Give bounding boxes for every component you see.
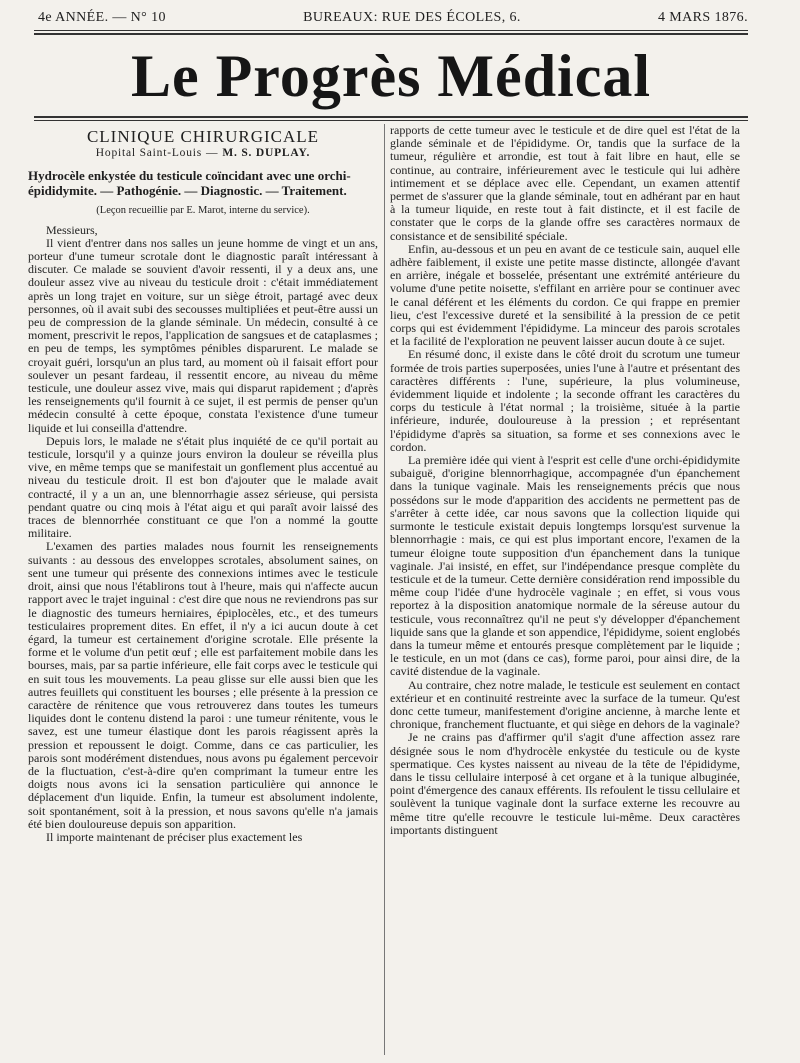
masthead-rule (34, 116, 748, 118)
paragraph: Depuis lors, le malade ne s'était plus inquiété de ce qu'il portait au testicule, lorsqu'il y a quinze jours environ la douleur se réveilla plus vive, en même temps que se manifestait un gonflement plus accentué au niveau du testicule droit. Il est bon d'ajouter que le malade avait contracté, il y a un an, une blennorrhagie assez sérieuse, qui persista pendant quatre ou cinq mois à l'état aigu et qui paraît avoir laissé des traces de blennorrhée constituant ce que l'on a nommé la goutte militaire. (28, 433, 378, 541)
hospital-line: Hopital Saint-Louis — M. S. DUPLAY. (95, 147, 311, 160)
paragraph: L'examen des parties malades nous fournit les renseignements suivants : au dessous des enveloppes scrotales, absolument saines, on sent une tumeur qui présente des connexions intimes avec le testicule droit, ainsi que nous l'établirons tout à l'heure, mais qui n'affecte aucun rapport avec le trajet inguinal : c'est dire que nous ne reviendrons pas sur le diagnostic des tumeurs herniaires, épiplocèles, etc., et des tumeurs testiculaires proprement dites. En effet, il n'y a ici aucun doute à cet égard, la tumeur est certainement d'origine scrotale. Elle présente la forme et le volume d'un petit œuf ; elle est parfaitement mobile dans les bourses, mais, par sa partie inférieure, elle fait corps avec le testicule qui en suit tous les mouvements. La peau glisse sur elle aussi bien que les autres feuillets qui constituent les bourses ; elle présente à la pression ce caractère de rénitence que vous retrouverez dans toutes les tumeurs liquides dont le contenu distend la paroi : une tumeur rénitente, vous le savez, est une tumeur élastique dont les parois réagissent après la pression et repoussent le doigt. Comme, dans ce cas particulier, les parois sont modérément distendues, nous avons pu également percevoir de la fluctuation, c'est-à-dire qu'en comprimant la tumeur entre les doigts nous avons ici la sensation particulière qui annonce le déplacement d'un liquide. Enfin, la tumeur est absolument indolente, soit spontanément, soit à la pression, et nous savons qu'elle n'a jamais été bien douloureuse depuis son apparition. (28, 539, 378, 831)
lesson-note: (Leçon recueillie par E. Marot, interne du service). (96, 205, 310, 217)
section-title: CLINIQUE CHIRURGICALE (86, 127, 320, 146)
column-divider (384, 124, 385, 1055)
paragraph: Il importe maintenant de préciser plus exactement les (46, 829, 303, 844)
salutation: Messieurs, (46, 222, 98, 237)
lesson-title: Hydrocèle enkystée du testicule coïncidant avec une orchi-épididymite. — Pathogénie. — Diagnostic. — Traitement. (28, 168, 351, 199)
paragraph: En résumé donc, il existe dans le côté droit du scrotum une tumeur formée de trois parties superposées, unies l'une à l'autre et présentant des caractères différents : l'une, supérieure, la plus volumineuse, évidemment liquide et indolente ; la seconde offrant les caractères du corps du testicule à l'état normal ; la troisième, située à la partie inférieure, indurée, douloureuse à la pression ; et représentant l'épididyme d'après sa situation, sa forme et ses connexions avec le cordon. (390, 347, 740, 454)
paragraph: Je ne crains pas d'affirmer qu'il s'agit d'une affection assez rare désignée sous le nom d'hydrocèle enkystée du testicule ou de kyste spermatique. Ces kystes naissent au niveau de la tête de l'épididyme, dans le tissu cellulaire interposé à cet organe et à la tunique albuginée, point d'émergence des canaux efférents. Ils refoulent le tissu cellulaire et soulèvent la tunique vaginale dont la surface externe les recouvre au même titre qu'elle recouvre le testicule lui-même. Deux caractères importants distinguent (390, 730, 740, 837)
masthead-rule-thin (34, 120, 748, 121)
newspaper-title: Le Progrès Médical (130, 43, 652, 109)
paragraph: Il vient d'entrer dans nos salles un jeune homme de vingt et un ans, porteur d'une tumeur scrotale dont le diagnostic paraît intéressant à discuter. Ce malade se souvient d'avoir ressenti, il y a deux ans, une douleur assez vive au niveau du testicule droit : c'était immédiatement après un long trajet en voiture, sur un siège étroit, partagé avec deux personnes, où il avait subi des secousses multipliées et peut-être aussi un peu de compression de la glande séminale. Un médecin, consulté à ce moment, prescrivit le repos, l'application de sangsues et de cataplasmes ; en peu de temps, les symptômes pénibles disparurent. Le malade se croyait guéri, lorsqu'un an plus tard, au moment où il faisait effort pour soulever un pesant fardeau, il ressentit encore, au niveau du même testicule, une douleur assez vive, mais qui disparut rapidement ; d'après les renseignements qu'il fournit à ce sujet, il est permis de penser qu'un médecin consulté à cette époque, constata l'existence d'une tumeur liquide et lui conseilla d'attendre. (28, 235, 378, 435)
paragraph: Au contraire, chez notre malade, le testicule est seulement en contact extérieur et en continuité restreinte avec la surface de la tumeur. Qu'est donc cette tumeur, manifestement d'origine ancienne, à marche lente et chronique, franchement fluctuante, et qui siège en dehors de la vaginale? (390, 677, 740, 732)
paragraph: Enfin, au-dessous et un peu en avant de ce testicule sain, auquel elle adhère faiblement, il existe une petite masse distincte, allongée d'avant en arrière, inégale et bosselée, présentant une extrémité antérieure du volume d'une petite noisette, s'effilant en arrière pour se continuer avec le canal déférent et les éléments du cordon. Ce qui frappe en premier lieu, c'est l'excessive dureté et la sensibilité à la pression de ce petit corps qui est évidemment l'épididyme. La minceur des parois scrotales et la facilité de l'exploration ne peuvent laisser aucun doute à ce sujet. (390, 241, 740, 349)
author-name: M. S. DUPLAY. (222, 147, 311, 160)
header-rule-double (34, 33, 748, 35)
issue-header-line (38, 8, 748, 28)
issue-number: 4e ANNÉE. — N° 10 (38, 10, 166, 25)
bureaux-address: BUREAUX: RUE DES ÉCOLES, 6. (303, 10, 521, 25)
left-column (28, 124, 378, 1055)
header-rule-top (34, 30, 748, 31)
paragraph: La première idée qui vient à l'esprit est celle d'une orchi-épididymite subaiguë, d'origine blennorrhagique, accompagnée d'un épanchement dans la tunique vaginale. Mais les renseignements précis que nous possédons sur le mode d'apparition des accidents ne permettent pas de s'arrêter à cette idée, car nous savons que la collection liquide qui surmonte le testicule existait depuis longtemps lorsqu'est survenue la blennorrhagie : mais, ce qui est plus important encore, l'examen de la tumeur éloigne toute supposition d'un épanchement dans la tunique vaginale. J'ai insisté, en effet, sur l'indépendance presque complète du testicule et de la tumeur. Cette dernière considération rend impossible du même coup l'idée d'une hydrocèle vaginale ; en effet, si vous vous reportez à la disposition anatomique normale de la séreuse autour du testicule, vous reconnaîtrez qu'il ne peut s'y développer d'épanchement liquide sans que la glande et son appendice, l'épididyme, soient englobés dans la tumeur même et entourés presque complètement par le liquide ; le testicule, en un mot (dans ce cas), forme paroi, pour ainsi dire, de la cavité distendue de la vaginale. (390, 453, 740, 679)
issue-date: 4 MARS 1876. (658, 10, 748, 25)
paragraph: rapports de cette tumeur avec le testicule et de dire quel est l'état de la glande séminale et de l'épididyme. Or, tandis que la surface de la tumeur, régulière et arrondie, est tout à fait libre en haut, elle se continue, au contraire, inférieurement avec le testicule qui lui adhère intimement et se déplace avec elle. Cependant, un examen attentif permet de s'assurer que la glande séminale, tout en adhérant par en haut à la tumeur liquide, en reste tout à fait distincte, et il est facile de constater que le corps de la glande offre ses caractères normaux de consistance et de sensibilité spéciale. (390, 124, 740, 243)
hospital-name: Hopital Saint-Louis (95, 147, 203, 160)
right-column (390, 124, 740, 1055)
